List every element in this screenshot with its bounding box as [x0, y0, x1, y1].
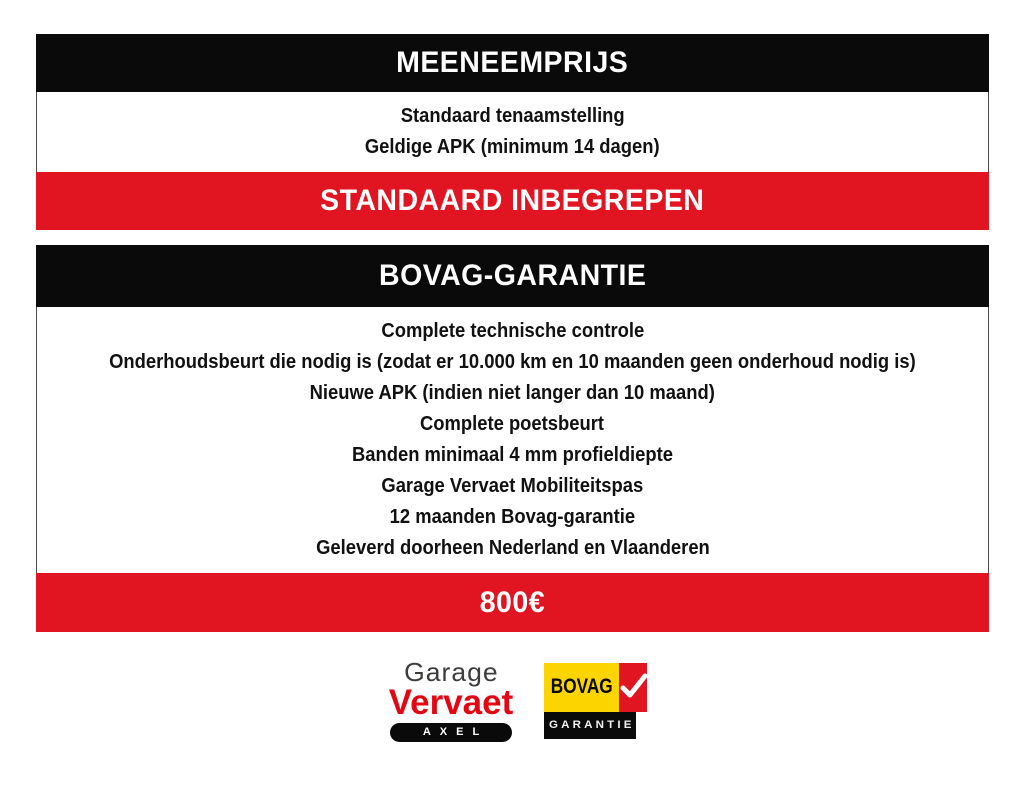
- section-divider: [36, 230, 989, 245]
- meeneemprijs-items-box: [36, 92, 989, 172]
- bovag-logo-yellow-panel: [544, 663, 619, 712]
- list-item: Geleverd doorheen Nederland en Vlaanderen: [315, 537, 710, 559]
- bovag-garantie-title: BOVAG-GARANTIE: [378, 259, 647, 292]
- list-item: Onderhoudsbeurt die nodig is (zodat er 10.000 km en 10 maanden geen onderhoud nodig is): [109, 351, 916, 373]
- price-banner: [36, 573, 989, 632]
- standaard-inbegrepen-label: STANDAARD INBEGREPEN: [320, 184, 705, 217]
- bovag-logo-top: [544, 663, 636, 712]
- bovag-garantie-items-box: [36, 307, 989, 573]
- bovag-logo-red-panel: [619, 663, 647, 712]
- flyer: [36, 34, 989, 632]
- checkmark-icon: [619, 673, 647, 701]
- list-item: Complete poetsbeurt: [420, 413, 605, 435]
- axel-badge: [390, 723, 512, 742]
- price-label: 800€: [479, 585, 546, 619]
- garage-vervaet-logo-line1: Garage: [403, 657, 499, 687]
- bovag-garantie-header-bar: [36, 245, 989, 307]
- bovag-logo-garantie-band: [544, 712, 636, 739]
- bovag-logo-brand: BOVAG: [550, 675, 613, 698]
- list-item: Geldige APK (minimum 14 dagen): [365, 136, 660, 158]
- list-item: Complete technische controle: [381, 320, 644, 342]
- meeneemprijs-header-bar: [36, 34, 989, 92]
- axel-badge-label: AXEL: [422, 726, 489, 738]
- footer-logos: [0, 659, 1024, 742]
- list-item: Standaard tenaamstelling: [400, 105, 625, 127]
- standaard-inbegrepen-banner: [36, 172, 989, 230]
- list-item: 12 maanden Bovag-garantie: [389, 506, 636, 528]
- list-item: Nieuwe APK (indien niet langer dan 10 maand): [309, 382, 716, 404]
- garage-vervaet-logo-line2: Vervaet: [388, 683, 514, 722]
- bovag-logo-sub-label: GARANTIE: [548, 719, 635, 731]
- list-item: Banden minimaal 4 mm profieldiepte: [351, 444, 674, 466]
- list-item: Garage Vervaet Mobiliteitspas: [381, 475, 644, 497]
- meeneemprijs-title: MEENEEMPRIJS: [396, 46, 629, 79]
- bovag-garantie-logo: [544, 663, 636, 739]
- garage-vervaet-logo: [388, 659, 514, 742]
